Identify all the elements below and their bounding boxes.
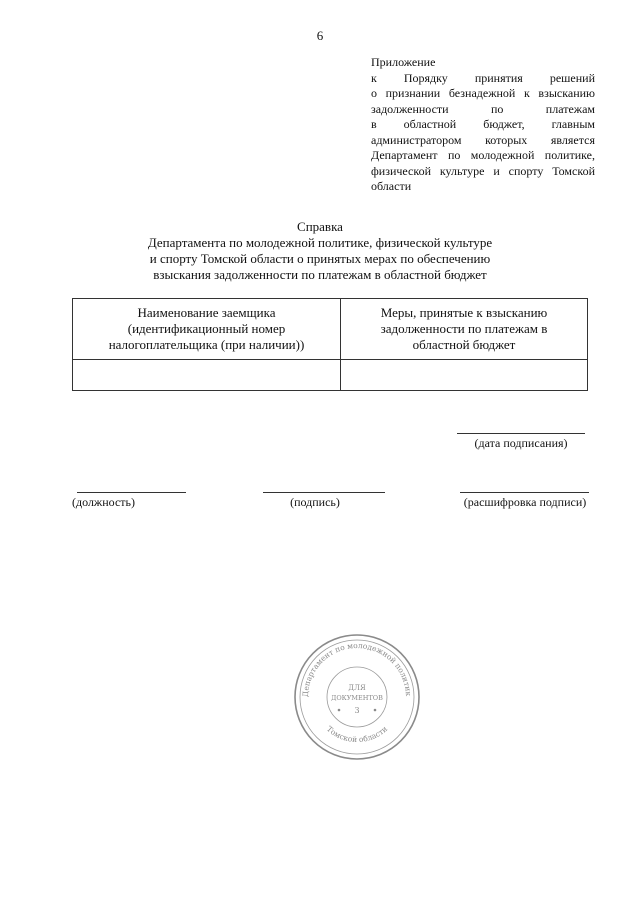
appendix-line: Приложение	[371, 55, 436, 69]
seal-outer-text: Департамент по молодежной политик	[300, 640, 414, 698]
document-title	[0, 219, 640, 283]
appendix-line: к Порядку принятия решений	[371, 70, 595, 85]
appendix-line: Департамент по молодежной политике,	[371, 148, 595, 162]
seal-graphic	[290, 630, 424, 764]
seal-star-dot	[338, 709, 341, 712]
appendix-line: физической культуре и спорту Томской	[371, 163, 595, 178]
seal-bottom-text: Томской области	[324, 724, 390, 745]
appendix-line: в областной бюджет, главным	[371, 117, 595, 131]
measures-cell	[341, 360, 588, 391]
header-line: областной бюджет	[412, 337, 516, 352]
borrower-cell	[73, 360, 341, 391]
header-line: налогоплательщика (при наличии))	[108, 337, 305, 352]
appendix-line: администратором которых является	[371, 132, 595, 147]
position-line	[77, 492, 186, 493]
header-line: (идентификационный номер	[127, 321, 286, 336]
header-line: задолженности по платежам в	[380, 321, 548, 336]
title-line: Департамента по молодежной политике, физической культуре	[147, 235, 493, 250]
measures-table	[72, 298, 588, 391]
table-row	[73, 360, 588, 391]
appendix-line: области	[371, 179, 412, 193]
header-line: Наименование заемщика	[137, 305, 276, 320]
seal-center-mid: ДОКУМЕНТОВ	[331, 694, 383, 702]
appendix-block	[371, 55, 595, 195]
decoding-line	[460, 492, 589, 493]
header-line: Меры, принятые к взысканию	[380, 305, 548, 320]
official-seal	[290, 630, 424, 764]
measures-column-header	[341, 299, 588, 360]
table-header-row	[73, 299, 588, 360]
borrower-column-header	[73, 299, 341, 360]
title-line: взыскания задолженности по платежам в областной бюджет	[153, 267, 487, 282]
page-number: 6	[316, 28, 324, 43]
signature-line	[263, 492, 385, 493]
seal-star-dot	[374, 709, 377, 712]
signature-caption: (подпись)	[290, 495, 340, 509]
seal-center-top: ДЛЯ	[348, 684, 366, 692]
appendix-line: о признании безнадежной к взысканию	[371, 86, 595, 100]
decoding-caption: (расшифровка подписи)	[463, 495, 587, 509]
title-line: и спорту Томской области о принятых мерах по обеспечению	[149, 251, 491, 266]
position-caption: (должность)	[72, 495, 135, 509]
date-caption: (дата подписания)	[474, 436, 568, 450]
appendix-line: задолженности по платежам	[371, 101, 595, 116]
title-heading: Справка	[297, 219, 343, 234]
seal-center-number: 3	[354, 706, 360, 715]
date-signature-line	[457, 433, 585, 434]
